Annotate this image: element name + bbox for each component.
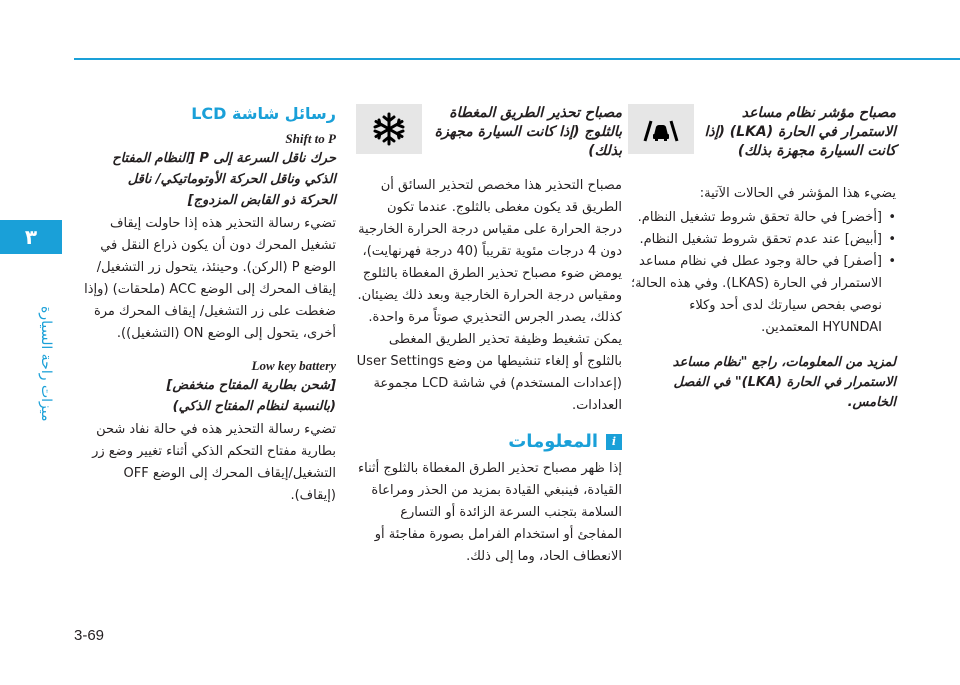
snowflake-icon	[356, 104, 422, 154]
snow-header	[356, 104, 622, 161]
page-number: 3-69	[74, 627, 105, 644]
lka-title: مصباح مؤشر نظام مساعد الاستمرار في الحارة (LKA) (إذا كانت السيارة مجهزة بذلك)	[704, 105, 896, 159]
battery-heading-ar-1: [شحن بطارية المفتاح منخفض]	[166, 378, 336, 393]
list-item: • [أخضر] في حالة تحقق شروط تشغيل النظام.	[628, 207, 896, 229]
lcd-title: رسائل شاشة LCD	[191, 104, 336, 123]
shift-heading-ar-2: الذكي وناقل الحركة الأوتوماتيكي/ ناقل	[127, 172, 336, 187]
lka-section	[628, 104, 896, 413]
list-item: • [أصفر] في حالة وجود عطل في نظام مساعد الاستمرار في الحارة (LKAS). وفي هذه الحالة؛ نوصي بفحص سيارتك لدى أحد وكلاء HYUNDAI المعتمدين.	[628, 251, 896, 339]
chapter-title: ميزات راحة السيارة	[38, 306, 54, 422]
snow-title: مصباح تحذير الطريق المغطاة بالثلوج (إذا كانت السيارة مجهزة بذلك)	[434, 105, 622, 159]
battery-text: تضيء رسالة التحذير هذه في حالة نفاد شحن بطارية مفتاح التحكم الذكي أثناء تغيير وضع زر التشغيل/إيقاف المحرك إلى الوضع OFF (إيقاف).	[92, 422, 336, 503]
snow-warning-section	[356, 104, 622, 568]
info-header	[356, 431, 622, 452]
header-rule	[74, 58, 960, 60]
lka-intro: يضيء هذا المؤشر في الحالات الآتية:	[699, 186, 896, 201]
lka-list	[628, 207, 896, 339]
shift-heading-ar-3: الحركة ذو القابض المزدوج]	[187, 193, 336, 208]
lane-keeping-car-icon	[628, 104, 694, 154]
battery-heading-en: Low key battery	[251, 358, 336, 373]
chapter-tab[interactable]	[0, 220, 62, 254]
lka-header	[628, 104, 896, 161]
info-icon: i	[606, 434, 622, 450]
lcd-messages-section	[74, 104, 336, 507]
shift-heading-en: Shift to P	[285, 131, 336, 146]
chapter-number: ٣	[24, 225, 38, 249]
info-text: إذا ظهر مصباح تحذير الطرق المغطاة بالثلوج أثناء القيادة، فينبغي القيادة بمزيد من الحذر ومراعاة السلامة بتجنب السرعة الزائدة أو التسارع المفاجئ أو استخدام الفرامل بصورة مفاجئة أو الانعطاف الحاد، وما إلى ذلك.	[358, 461, 622, 564]
battery-heading-ar-2: (بالنسبة لنظام المفتاح الذكي)	[172, 399, 336, 414]
info-title: المعلومات	[508, 431, 598, 452]
list-item: • [أبيض] عند عدم تحقق شروط تشغيل النظام.	[628, 229, 896, 251]
shift-heading-ar-1: حرك ناقل السرعة إلى P [النظام المفتاح	[112, 151, 336, 166]
snow-paragraph: مصباح التحذير هذا مخصص لتحذير السائق أن الطريق قد يكون مغطى بالثلوج. عندما تكون درجة الحرارة على مقياس درجة الحرارة الخارجية دون 4 درجات مئوية تقريباً (40 درجة فهرنهايت)، يومض ضوء مصباح تحذير الطرق المغطاة بالثلوج ومقياس درجة الحرارة الخارجية وبعد ذلك يضيئان. كذلك، يصدر الجرس التحذيري صوتاً مرة واحدة. يمكن تشغيط وظيفة تحذير الطريق المغطى بالثلوج أو إلغاء تنشيطها من وضع User Settings (إعدادات المستخدم) في شاشة LCD مجموعة العدادات.	[356, 178, 622, 413]
lka-note: لمزيد من المعلومات، راجع "نظام مساعد الاستمرار في الحارة (LKA)" في الفصل الخامس.	[672, 355, 896, 410]
shift-text: تضيء رسالة التحذير هذه إذا حاولت إيقاف تشغيل المحرك دون أن يكون ذراع النقل في الوضع P (الركن). وحينئذ، يتحول زر التشغيل/إيقاف المحرك إلى الوضع ACC (ملحقات) (وإذا ضغطت على زر التشغيل/ إيقاف المحرك مرة أخرى، يتحول إلى الوضع ON (التشغيل)).	[84, 216, 336, 341]
